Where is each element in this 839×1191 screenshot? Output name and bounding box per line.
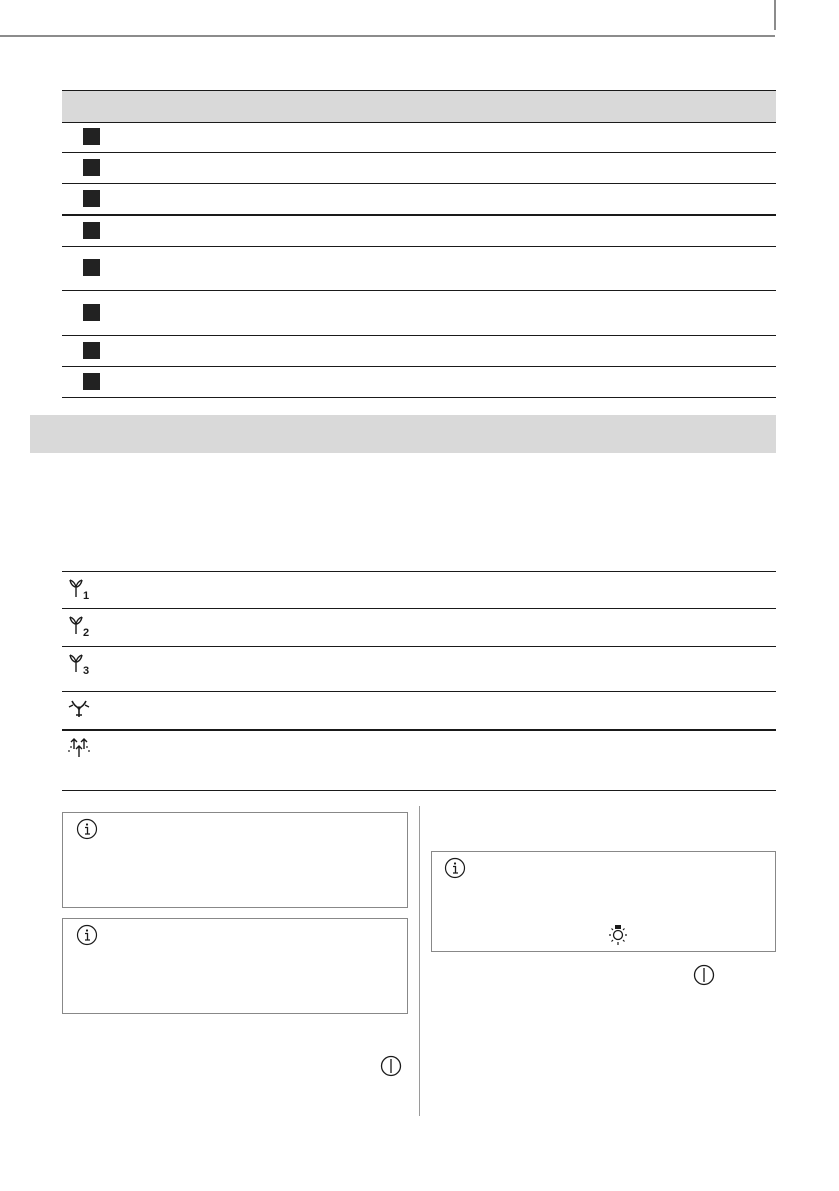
fan-speed-1-icon [66,577,92,601]
column-divider [419,806,420,1116]
row-marker-8 [83,373,100,390]
row-marker-5 [83,259,100,276]
row-divider [62,335,776,336]
fan-table-top-rule [62,571,776,572]
row-marker-2 [83,159,100,176]
svg-text:3: 3 [83,665,90,676]
svg-text:1: 1 [83,590,90,601]
fan-speed-3-icon [66,652,92,676]
light-bulb-icon [607,924,629,946]
fan-table-bottom-rule [62,790,776,791]
row-divider [62,608,776,609]
row-divider [62,290,776,291]
section-heading-bar [30,415,776,453]
fan-speed-2-icon [66,614,92,638]
fan-intensive-icon [66,697,92,721]
info-icon [444,857,466,879]
row-marker-3 [83,190,100,207]
svg-text:2: 2 [83,627,90,638]
row-divider [62,183,776,184]
row-marker-1 [83,128,100,145]
table-header [62,90,776,123]
power-icon [693,964,715,986]
breeze-icon [66,735,92,759]
row-divider-thick [62,729,776,731]
row-marker-4 [83,222,100,239]
row-divider [62,152,776,153]
row-divider [62,366,776,367]
table-bottom-rule [62,397,776,398]
cut-mark [0,0,839,40]
info-note-3 [431,851,776,952]
power-icon [380,1055,402,1077]
row-divider [62,246,776,247]
row-marker-7 [83,342,100,359]
info-note-1 [62,812,408,908]
row-divider-thick [62,214,776,216]
row-divider [62,691,776,692]
row-divider [62,646,776,647]
info-icon [76,924,98,946]
info-icon [76,818,98,840]
info-note-2 [62,918,408,1014]
row-marker-6 [83,304,100,321]
